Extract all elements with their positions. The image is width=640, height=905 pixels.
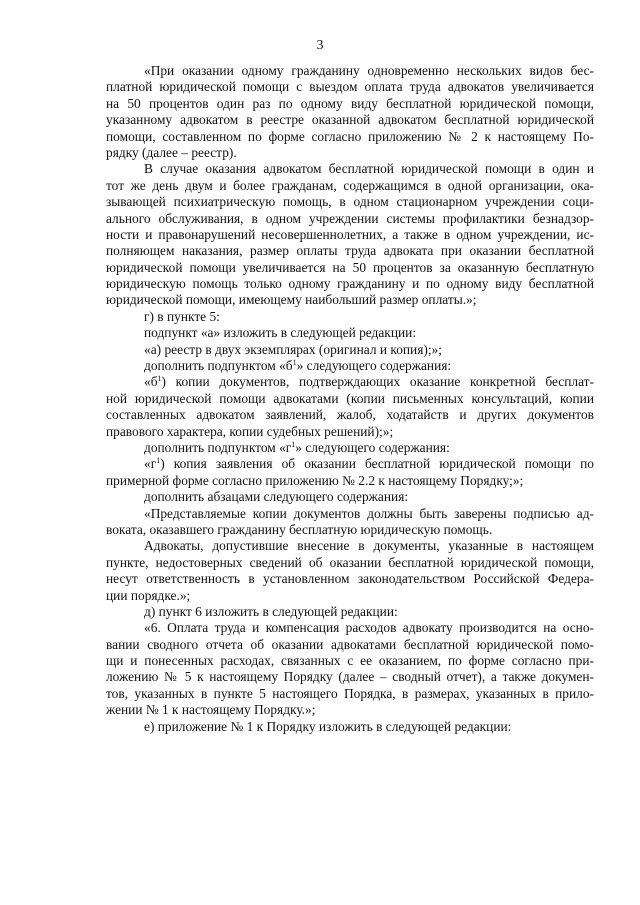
text-line: «$г^1$) копия заявления об оказании бесплатной юридической помощи по xyxy=(144,456,594,472)
text-line: д) пункт 6 изложить в следующей редакции: xyxy=(144,603,398,619)
text-line: е) приложение № 1 к Порядку изложить в следующей редакции: xyxy=(144,718,512,734)
text-line: помощи, составленном по форме согласно приложению № 2 к настоящему По- xyxy=(106,128,594,144)
text-line: правового характера, копии судебных решений);»; xyxy=(106,423,394,439)
text-line: юридическую помощь только одному гражданину и по одному виду бесплатной xyxy=(106,276,594,292)
text-line: юридической помощи увеличивается на 50 процентов за оказанную бесплатную xyxy=(106,259,594,275)
text-line: ной юридической помощи адвокатами (копии письменных консультаций, копии xyxy=(106,390,594,406)
text-line: дополнить подпунктом «$б^1$» следующего содержания: xyxy=(144,358,452,374)
text-line: пункте, недостоверных сведений об оказании бесплатной юридической помощи, xyxy=(106,554,594,570)
text-line: составленных адвокатом заявлений, жалоб, ходатайств и других документов xyxy=(106,407,594,423)
text-line: тов, указанных в пункте 5 настоящего Порядка, в размерах, указанных в прило- xyxy=(106,685,594,701)
text-line: воката, оказавшего гражданину бесплатную юридическую помощь. xyxy=(106,521,493,537)
text-line: ального обслуживания, в одном учреждении системы профилактики безнадзор- xyxy=(106,210,594,226)
text-line: «$б^1$) копии документов, подтверждающих оказание конкретной бесплат- xyxy=(144,374,594,390)
text-line: подпункт «а» изложить в следующей редакции: xyxy=(144,325,417,341)
text-line: ности и правонарушений несовершеннолетних, а также в одном учреждении, ис- xyxy=(106,226,594,242)
text-line: тот же день двум и более гражданам, содержащимся в одной организации, ока- xyxy=(106,177,594,193)
text-line: ложению № 5 к настоящему Порядку (далее – сводный отчет), а также докумен- xyxy=(106,669,594,685)
text-line: платной юридической помощи с выездом оплата труда адвокатов увеличивается xyxy=(106,79,594,95)
text-line: юридической помощи, имеющему наибольший размер оплаты.»; xyxy=(106,292,477,308)
text-line: «При оказании одному гражданину одновременно нескольких видов бес- xyxy=(144,63,594,78)
text-line: Адвокаты, допустившие внесение в документы, указанные в настоящем xyxy=(144,538,594,554)
text-line: зывающей психиатрическую помощь, в одном стационарном учреждении соци- xyxy=(106,194,594,210)
text-line: несут ответственность в установленном законодательством Российской Федера- xyxy=(106,571,594,587)
document-body xyxy=(106,63,594,735)
text-line: дополнить абзацами следующего содержания: xyxy=(144,489,409,505)
page-number: 3 xyxy=(316,38,324,53)
text-line: вании сводного отчета об оказании адвокатами бесплатной юридической помо- xyxy=(106,636,594,652)
text-line: на 50 процентов один раз по одному виду бесплатной юридической помощи, xyxy=(106,95,594,111)
text-line: указанному адвокатом в реестре оказанной адвокатом бесплатной юридической xyxy=(106,112,594,128)
text-line: «Представляемые копии документов должны быть заверены подписью ад- xyxy=(144,505,594,521)
text-line: В случае оказания адвокатом бесплатной юридической помощи в один и xyxy=(144,161,594,177)
text-line: г) в пункте 5: xyxy=(144,308,220,324)
text-line: «6. Оплата труда и компенсация расходов адвокату производится на осно- xyxy=(144,620,594,636)
text-line: полняющем наказания, размер оплаты труда адвоката при оказании бесплатной xyxy=(106,243,594,259)
text-line: рядку (далее – реестр). xyxy=(106,144,237,160)
text-line: жении № 1 к настоящему Порядку.»; xyxy=(106,702,316,718)
text-line: ции порядке.»; xyxy=(106,587,191,603)
text-line: дополнить подпунктом «$г^1$» следующего содержания: xyxy=(144,439,450,455)
text-line: щи и понесенных расходах, связанных с ее оказанием, по форме согласно при- xyxy=(106,653,594,669)
text-line: примерной форме согласно приложению № 2.2 к настоящему Порядку;»; xyxy=(106,472,524,488)
text-line: «а) реестр в двух экземплярах (оригинал и копия);»; xyxy=(144,341,442,357)
